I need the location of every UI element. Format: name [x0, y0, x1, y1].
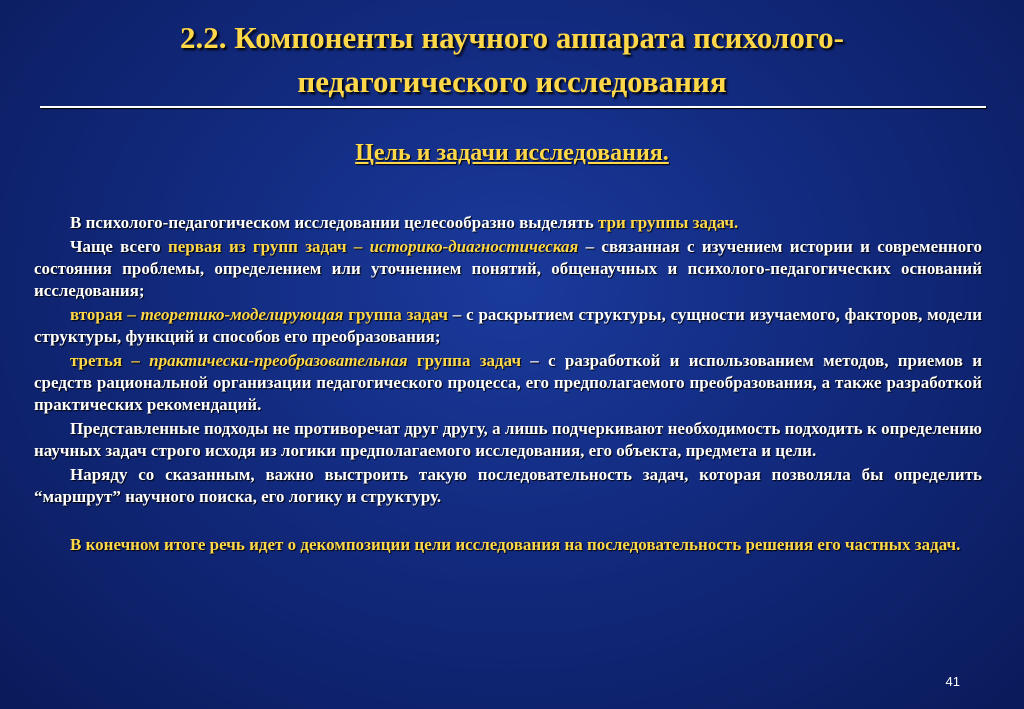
title-divider — [40, 106, 986, 108]
paragraph-sequence: Наряду со сказанным, важно выстроить такую последовательность задач, которая позволяла бы определить “маршрут” научного поиска, его логику и структуру. — [34, 465, 982, 506]
paragraph-first-group — [34, 236, 982, 302]
first-group-label: первая из групп задач – — [167, 237, 370, 256]
title-line-1: 2.2. Компоненты научного аппарата психолого- — [180, 20, 844, 55]
first-group-lead: Чаще всего — [70, 237, 168, 256]
second-group-desc: – с раскрытием структуры, сущности изучаемого, факторов, модели структуры, функций и способов его преобразования; — [34, 305, 982, 346]
third-group-suffix: группа задач — [407, 351, 522, 370]
paragraph-approaches: Представленные подходы не противоречат друг другу, а лишь подчеркивают необходимость подходить к определению научных задач строго исходя из логики предполагаемого исследования, его объекта, предмета и цели. — [34, 419, 982, 460]
intro-text: В психолого-педагогическом исследовании целесообразно выделять — [70, 213, 599, 232]
section-subtitle: Цель и задачи исследования. — [355, 140, 669, 166]
paragraph-third-group — [34, 350, 982, 416]
paragraph-conclusion: В конечном итоге речь идет о декомпозиции цели исследования на последовательность решения его частных задач. — [70, 535, 961, 554]
slide-body — [34, 212, 982, 558]
second-group-term: теоретико-моделирующая — [140, 305, 344, 324]
third-group-desc: – с разработкой и использованием методов, приемов и средств рациональной организации педагогического процесса, его предполагаемого преобразования, а также разработкой практических рекомендаций. — [34, 351, 982, 414]
third-group-label: третья – — [70, 351, 150, 370]
title-line-2: педагогического исследования — [297, 64, 727, 99]
page-number: 41 — [945, 674, 960, 689]
paragraph-intro — [34, 212, 982, 234]
second-group-suffix: группа задач — [343, 305, 448, 324]
paragraph-second-group — [34, 304, 982, 348]
slide-title — [40, 16, 984, 104]
third-group-term: практически-преобразовательная — [149, 351, 408, 370]
first-group-term: историко-диагностическая — [369, 237, 579, 256]
intro-highlight: три группы задач. — [598, 213, 739, 232]
first-group-desc: – связанная с изучением истории и современного состояния проблемы, определением или уточнением понятий, общенаучных и психолого-педагогических оснований исследования; — [34, 237, 983, 300]
second-group-label: вторая – — [70, 305, 141, 324]
